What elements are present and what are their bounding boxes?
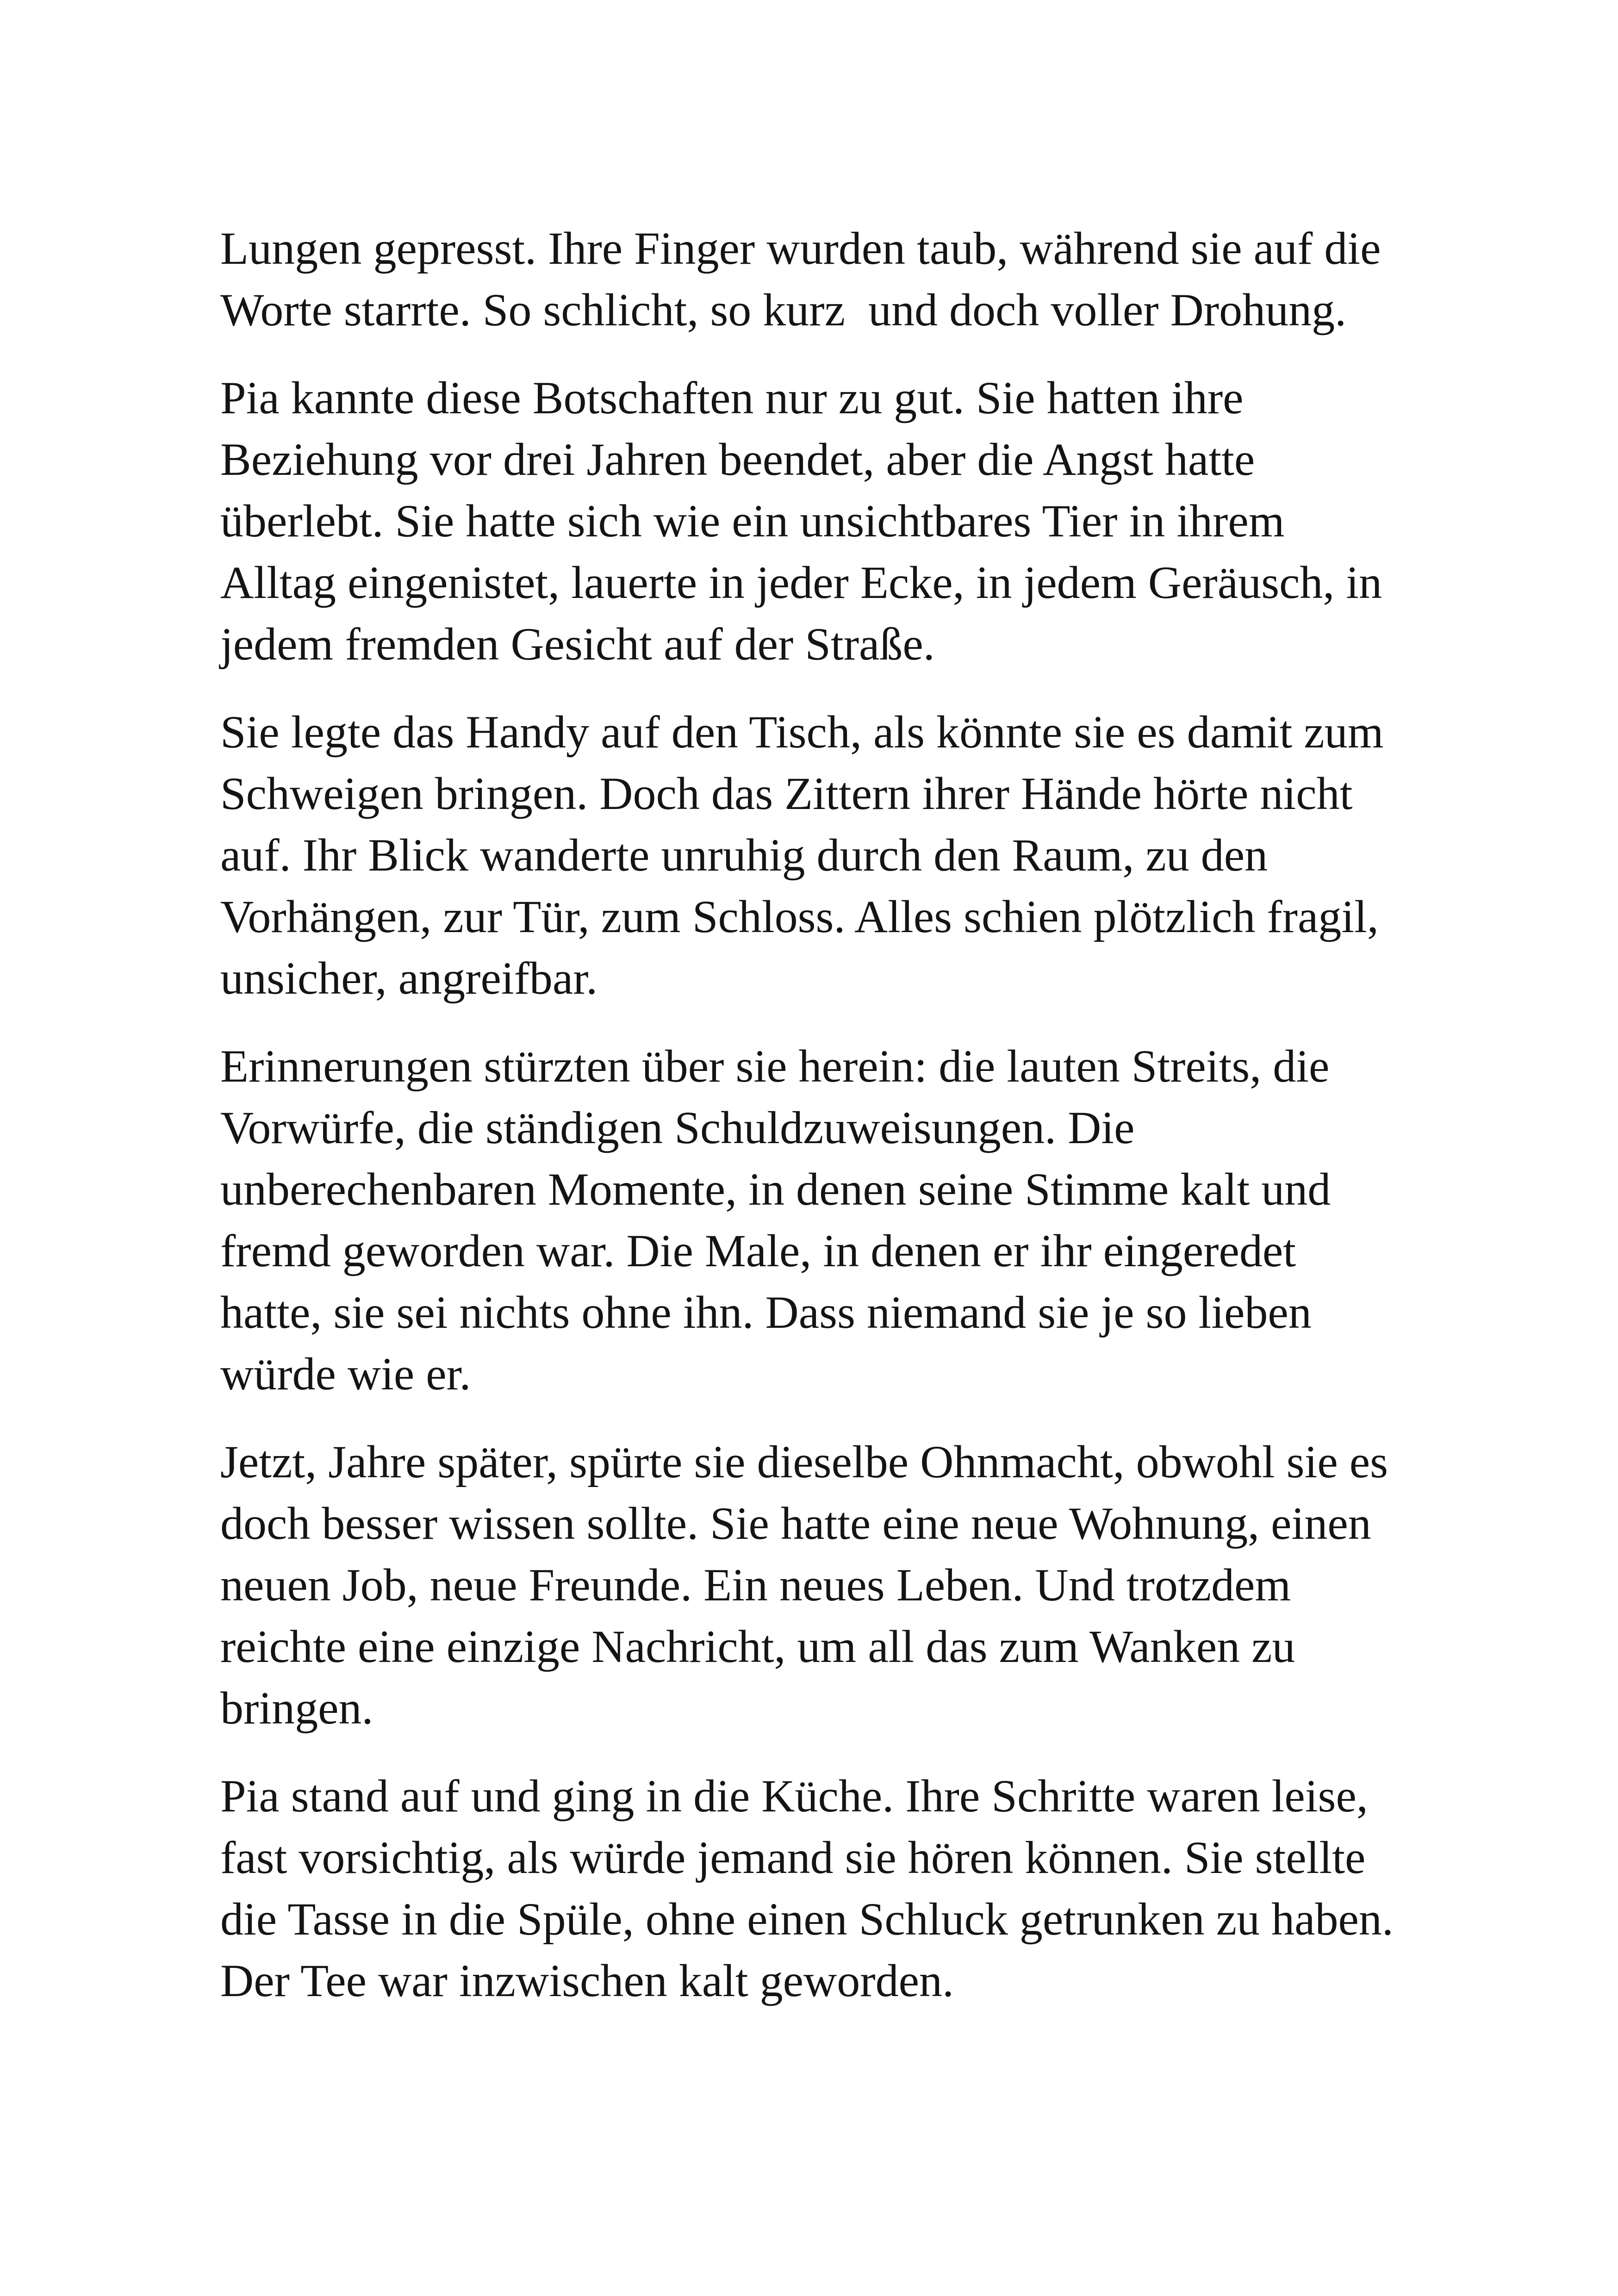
- text-line: doch besser wissen sollte. Sie hatte eine neue Wohnung, einen: [220, 1498, 1371, 1549]
- text-line: Lungen gepresst. Ihre Finger wurden taub, während sie auf die: [220, 223, 1381, 274]
- paragraph-4: [220, 1035, 1433, 1405]
- text-line: Vorhängen, zur Tür, zum Schloss. Alles schien plötzlich fragil,: [220, 891, 1379, 942]
- paragraph-2: [220, 367, 1433, 675]
- text-line: unsicher, angreifbar.: [220, 952, 598, 1004]
- text-line: Beziehung vor drei Jahren beendet, aber die Angst hatte: [220, 434, 1255, 485]
- text-line: unberechenbaren Momente, in denen seine Stimme kalt und: [220, 1164, 1331, 1215]
- text-line: bringen.: [220, 1682, 373, 1734]
- body-text: [220, 218, 1433, 2038]
- text-line: würde wie er.: [220, 1348, 471, 1400]
- text-line: überlebt. Sie hatte sich wie ein unsichtbares Tier in ihrem: [220, 495, 1285, 547]
- text-line: Der Tee war inzwischen kalt geworden.: [220, 1955, 954, 2006]
- text-line: Pia kannte diese Botschaften nur zu gut. Sie hatten ihre: [220, 372, 1244, 423]
- text-line: fast vorsichtig, als würde jemand sie hören können. Sie stellte: [220, 1832, 1366, 1883]
- text-line: fremd geworden war. Die Male, in denen er ihr eingeredet: [220, 1225, 1296, 1276]
- text-line: neuen Job, neue Freunde. Ein neues Leben. Und trotzdem: [220, 1559, 1291, 1611]
- text-line: hatte, sie sei nichts ohne ihn. Dass niemand sie je so lieben: [220, 1287, 1312, 1338]
- text-line: Erinnerungen stürzten über sie herein: die lauten Streits, die: [220, 1040, 1330, 1092]
- paragraph-3: [220, 701, 1433, 1009]
- text-line: Alltag eingenistet, lauerte in jeder Ecke, in jedem Geräusch, in: [220, 557, 1382, 608]
- text-line: auf. Ihr Blick wanderte unruhig durch den Raum, zu den: [220, 829, 1268, 881]
- text-line: Jetzt, Jahre später, spürte sie dieselbe Ohnmacht, obwohl sie es: [220, 1436, 1388, 1487]
- text-line: die Tasse in die Spüle, ohne einen Schluck getrunken zu haben.: [220, 1893, 1394, 1945]
- paragraph-6: [220, 1765, 1433, 2011]
- text-line: reichte eine einzige Nachricht, um all das zum Wanken zu: [220, 1621, 1295, 1672]
- text-line: Worte starrte. So schlicht, so kurz und doch voller Drohung.: [220, 284, 1347, 336]
- paragraph-5: [220, 1431, 1433, 1739]
- text-line: Pia stand auf und ging in die Küche. Ihre Schritte waren leise,: [220, 1770, 1368, 1822]
- text-line: jedem fremden Gesicht auf der Straße.: [220, 618, 935, 670]
- text-line: Sie legte das Handy auf den Tisch, als könnte sie es damit zum: [220, 706, 1384, 758]
- text-line: Schweigen bringen. Doch das Zittern ihrer Hände hörte nicht: [220, 768, 1353, 819]
- paragraph-1: [220, 218, 1433, 341]
- text-line: Vorwürfe, die ständigen Schuldzuweisungen. Die: [220, 1102, 1135, 1153]
